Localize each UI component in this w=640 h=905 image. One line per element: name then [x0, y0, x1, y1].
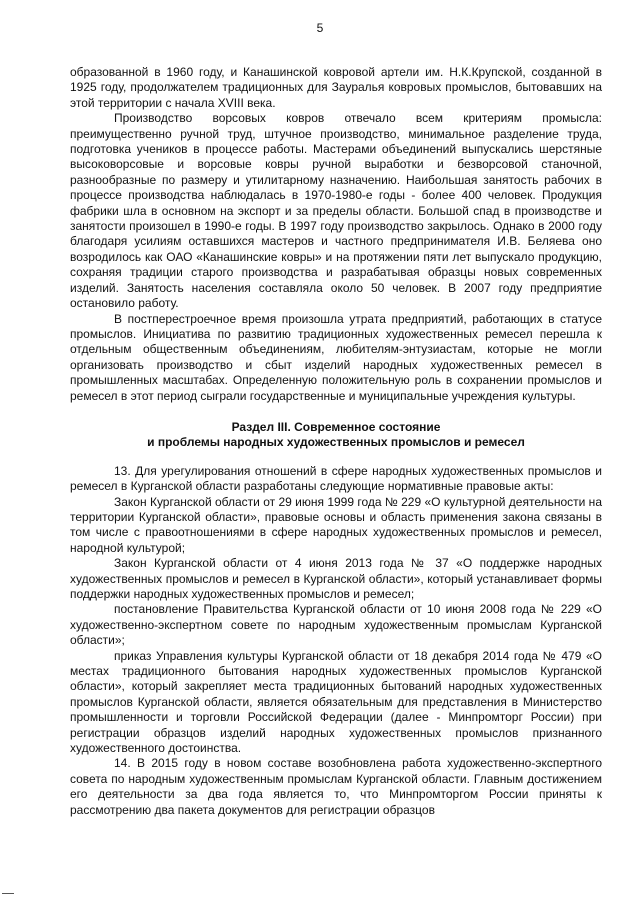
section-heading-line-1: Раздел III. Современное состояние [231, 419, 441, 434]
paragraph-artel-history: образованной в 1960 году, и Канашинской ковровой артели им. Н.К.Крупской, созданной в 1925 году, продолжателем традиционных для Зауралья ковровых промыслов, бытовавших на этой территории с начала XVIII века. [70, 65, 602, 110]
document-body [70, 65, 602, 818]
legal-act-law-37: Закон Курганской области от 4 июня 2013 года № 37 «О поддержке народных художественных промыслов и ремесел в Курганской области», который устанавливает формы поддержки народных художественных промыслов и ремесел; [70, 556, 602, 601]
paragraph-carpet-production: Производство ворсовых ковров отвечало всем критериям промысла: преимущественно ручной труд, штучное производство, минимальное разделение труда, подготовка учеников в процессе работы. Мастерами объединений выпускались шерстяные высоковорсовые и ворсовые ковры ручной выработки и безворсовой станочной, разнообразные по размеру и утилитарному назначению. Наибольшая занятость рабочих в процессе производства наблюдалась в 1970-1980-е годы - более 400 человек. Продукция фабрики шла в основном на экспорт и за пределы области. Большой спад в производстве и занятости произошел в 1990-е годы. В 1997 году производство закрылось. Однако в 2000 году благодаря усилиям оставшихся мастеров и частного предпринимателя И.В. Беляева оно возродилось как ОАО «Канашинские ковры» и на протяжении пяти лет выпускало продукцию, сохраняя традиции старого производства и разрабатывая образцы новых современных изделий. Занятость населения составляла около 50 человек. В 2007 году предприятие остановило работу. [70, 111, 602, 311]
paragraph-post-perestroika: В постперестроечное время произошла утрата предприятий, работающих в статусе промыслов. Инициатива по развитию традиционных художественных ремесел перешла к отдельным общественным объединениям, любителям-энтузиастам, которые не могли организовать производство и сбыт изделий народных художественных ремесел в промышленных масштабах. Определенную положительную роль в сохранении промыслов и ремесел в этот период сыграли государственные и муниципальные учреждения культуры. [70, 311, 602, 403]
legal-act-order-479: приказ Управления культуры Курганской области от 18 декабря 2014 года № 479 «О местах традиционного бытования народных художественных промыслов Курганской области», который закрепляет места традиционных бытований народных художественных промыслов Курганской области, является обязательным для представления в Министерство промышленности и торговли Российской Федерации (далее - Минпромторг России) при регистрации образцов изделий народных художественных промыслов признанного художественного достоинства. [70, 648, 602, 756]
legal-act-law-229: Закон Курганской области от 29 июня 1999 года № 229 «О культурной деятельности на территории Курганской области», правовые основы и область применения закона связаны в том числе с правоотношениями в сфере народных художественных промыслов и ремесел, народной культурой; [70, 494, 602, 555]
section-heading [70, 420, 602, 451]
section-heading-line-2: и проблемы народных художественных промыслов и ремесел [147, 435, 525, 450]
scan-edge-mark [2, 893, 14, 894]
paragraph-item-14: 14. В 2015 году в новом составе возобновлена работа художественно-экспертного совета по народным художественным промыслам Курганской области. Главным достижением его деятельности за два года является то, что Минпромторгом России приняты к рассмотрению два пакета документов для регистрации образцов [70, 756, 602, 817]
legal-act-resolution-229: постановление Правительства Курганской области от 10 июня 2008 года № 229 «О художественно-экспертном совете по народным художественным промыслам Курганской области»; [70, 602, 602, 648]
paragraph-item-13: 13. Для урегулирования отношений в сфере народных художественных промыслов и ремесел в Курганской области разработаны следующие нормативные правовые акты: [70, 463, 602, 494]
page-number: 5 [316, 21, 324, 35]
